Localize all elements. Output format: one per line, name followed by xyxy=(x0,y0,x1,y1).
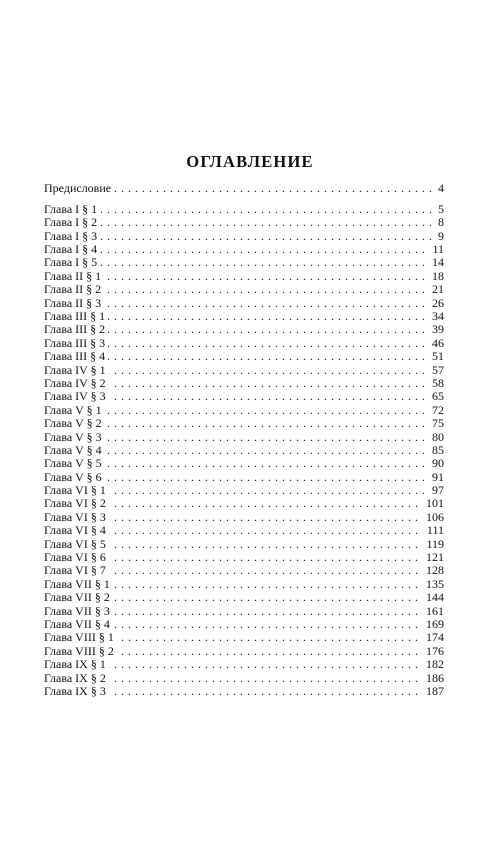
toc-entry[interactable] xyxy=(44,390,444,403)
toc-entry-label: Глава IV § 1 xyxy=(44,364,109,377)
toc-entry-page: 176 xyxy=(422,645,444,658)
toc-entry-page: 186 xyxy=(422,672,444,685)
toc-entry[interactable] xyxy=(44,658,444,671)
toc-entry[interactable] xyxy=(44,256,444,269)
toc-entry-page: 5 xyxy=(434,203,444,216)
toc-title: ОГЛАВЛЕНИЕ xyxy=(186,152,314,171)
toc-entry[interactable] xyxy=(44,578,444,591)
toc-entry[interactable] xyxy=(44,497,444,510)
toc-entry[interactable] xyxy=(44,417,444,430)
toc-entry-page: 14 xyxy=(428,256,444,269)
toc-entry-page: 8 xyxy=(434,216,444,229)
toc-entry[interactable] xyxy=(44,310,444,323)
toc-entry[interactable] xyxy=(44,564,444,577)
toc-entry[interactable] xyxy=(44,511,444,524)
toc-entry-page: 187 xyxy=(422,685,444,698)
toc-entry[interactable] xyxy=(44,524,444,537)
toc-entry-label: Предисловие xyxy=(44,182,114,195)
toc-entry-label: Глава V § 4 xyxy=(44,444,105,457)
toc-entry-page: 57 xyxy=(428,364,444,377)
dot-leader xyxy=(44,256,444,269)
toc-entry-label: Глава VI § 5 xyxy=(44,538,109,551)
toc-entry[interactable] xyxy=(44,685,444,698)
toc-entry-page: 39 xyxy=(428,323,444,336)
toc-entry[interactable] xyxy=(44,350,444,363)
toc-entry-label: Глава VIII § 1 xyxy=(44,631,117,644)
toc-entry[interactable] xyxy=(44,471,444,484)
toc-entry-page: 58 xyxy=(428,377,444,390)
toc-entry[interactable] xyxy=(44,631,444,644)
toc-entry[interactable] xyxy=(44,457,444,470)
toc-entry[interactable] xyxy=(44,538,444,551)
toc-entry[interactable] xyxy=(44,605,444,618)
toc-entry-page: 121 xyxy=(422,551,444,564)
toc-entry-label: Глава III § 4 xyxy=(44,350,108,363)
toc-entry[interactable] xyxy=(44,270,444,283)
toc-entry-page: 46 xyxy=(428,337,444,350)
toc-entry-page: 65 xyxy=(428,390,444,403)
toc-entry[interactable] xyxy=(44,203,444,216)
toc-entry[interactable] xyxy=(44,645,444,658)
toc-entry-page: 51 xyxy=(428,350,444,363)
toc-entry-label: Глава II § 3 xyxy=(44,297,104,310)
toc-entry-page: 106 xyxy=(422,511,444,524)
toc-entry[interactable] xyxy=(44,431,444,444)
toc-entry[interactable] xyxy=(44,297,444,310)
toc-entry-page: 34 xyxy=(428,310,444,323)
toc-entry-page: 4 xyxy=(434,182,444,195)
toc-entry[interactable] xyxy=(44,364,444,377)
toc-entry[interactable] xyxy=(44,404,444,417)
toc-entry-page: 18 xyxy=(428,270,444,283)
toc-entry[interactable] xyxy=(44,551,444,564)
toc-entry[interactable] xyxy=(44,484,444,497)
toc-entry[interactable] xyxy=(44,182,444,195)
toc-entry-page: 72 xyxy=(428,404,444,417)
toc-entry[interactable] xyxy=(44,337,444,350)
toc-entry-page: 75 xyxy=(428,417,444,430)
toc-entry-label: Глава VI § 6 xyxy=(44,551,109,564)
toc-entry[interactable] xyxy=(44,323,444,336)
table-of-contents xyxy=(44,182,444,698)
dot-leader xyxy=(44,230,444,243)
toc-entry[interactable] xyxy=(44,591,444,604)
toc-entry-page: 80 xyxy=(428,431,444,444)
toc-entry-label: Глава III § 1 xyxy=(44,310,108,323)
toc-entry-page: 101 xyxy=(422,497,444,510)
toc-entry-label: Глава VII § 2 xyxy=(44,591,113,604)
toc-entry-page: 21 xyxy=(428,283,444,296)
toc-entry-page: 169 xyxy=(422,618,444,631)
toc-entry-page: 111 xyxy=(423,524,444,537)
toc-entry-label: Глава I § 5 xyxy=(44,256,100,269)
toc-entry-page: 119 xyxy=(422,538,444,551)
toc-entry[interactable] xyxy=(44,672,444,685)
toc-entry-page: 11 xyxy=(428,243,444,256)
toc-entry-label: Глава IX § 1 xyxy=(44,658,109,671)
toc-entry-page: 85 xyxy=(428,444,444,457)
toc-entry-label: Глава IX § 3 xyxy=(44,685,109,698)
toc-entry-label: Глава V § 5 xyxy=(44,457,105,470)
toc-entry[interactable] xyxy=(44,216,444,229)
toc-entry-page: 97 xyxy=(428,484,444,497)
toc-entry-label: Глава II § 1 xyxy=(44,270,104,283)
dot-leader xyxy=(44,203,444,216)
toc-entry-label: Глава I § 3 xyxy=(44,230,100,243)
toc-entry-label: Глава II § 2 xyxy=(44,283,104,296)
toc-entry-label: Глава IV § 3 xyxy=(44,390,109,403)
toc-entry[interactable] xyxy=(44,230,444,243)
toc-entry-label: Глава V § 6 xyxy=(44,471,105,484)
toc-entry-label: Глава VII § 3 xyxy=(44,605,113,618)
toc-entry-label: Глава VI § 2 xyxy=(44,497,109,510)
toc-entry-label: Глава VI § 3 xyxy=(44,511,109,524)
toc-entry[interactable] xyxy=(44,283,444,296)
toc-entry-label: Глава III § 2 xyxy=(44,323,108,336)
toc-entry-label: Глава VII § 1 xyxy=(44,578,113,591)
toc-entry[interactable] xyxy=(44,377,444,390)
dot-leader xyxy=(44,216,444,229)
toc-entry-label: Глава VI § 4 xyxy=(44,524,109,537)
toc-entry-label: Глава I § 2 xyxy=(44,216,100,229)
toc-entry[interactable] xyxy=(44,618,444,631)
toc-entry-label: Глава VII § 4 xyxy=(44,618,113,631)
toc-entry-label: Глава I § 1 xyxy=(44,203,100,216)
toc-entry-label: Глава VIII § 2 xyxy=(44,645,117,658)
dot-leader xyxy=(44,243,444,256)
toc-entry-page: 161 xyxy=(422,605,444,618)
toc-entry-page: 182 xyxy=(422,658,444,671)
toc-entry-label: Глава III § 3 xyxy=(44,337,108,350)
toc-entry-page: 128 xyxy=(422,564,444,577)
toc-entry-label: Глава I § 4 xyxy=(44,243,100,256)
toc-entry[interactable] xyxy=(44,444,444,457)
toc-entry-page: 26 xyxy=(428,297,444,310)
toc-entry-label: Глава VI § 7 xyxy=(44,564,109,577)
toc-entry-label: Глава V § 1 xyxy=(44,404,105,417)
toc-entry-label: Глава IV § 2 xyxy=(44,377,109,390)
toc-entry-page: 174 xyxy=(422,631,444,644)
toc-entry-label: Глава IX § 2 xyxy=(44,672,109,685)
toc-entry-page: 90 xyxy=(428,457,444,470)
toc-entry-page: 91 xyxy=(428,471,444,484)
toc-entry[interactable] xyxy=(44,243,444,256)
toc-entry-label: Глава V § 2 xyxy=(44,417,105,430)
toc-entry-label: Глава V § 3 xyxy=(44,431,105,444)
toc-entry-page: 9 xyxy=(434,230,444,243)
toc-entry-page: 135 xyxy=(422,578,444,591)
toc-entry-label: Глава VI § 1 xyxy=(44,484,109,497)
toc-entry-page: 144 xyxy=(422,591,444,604)
